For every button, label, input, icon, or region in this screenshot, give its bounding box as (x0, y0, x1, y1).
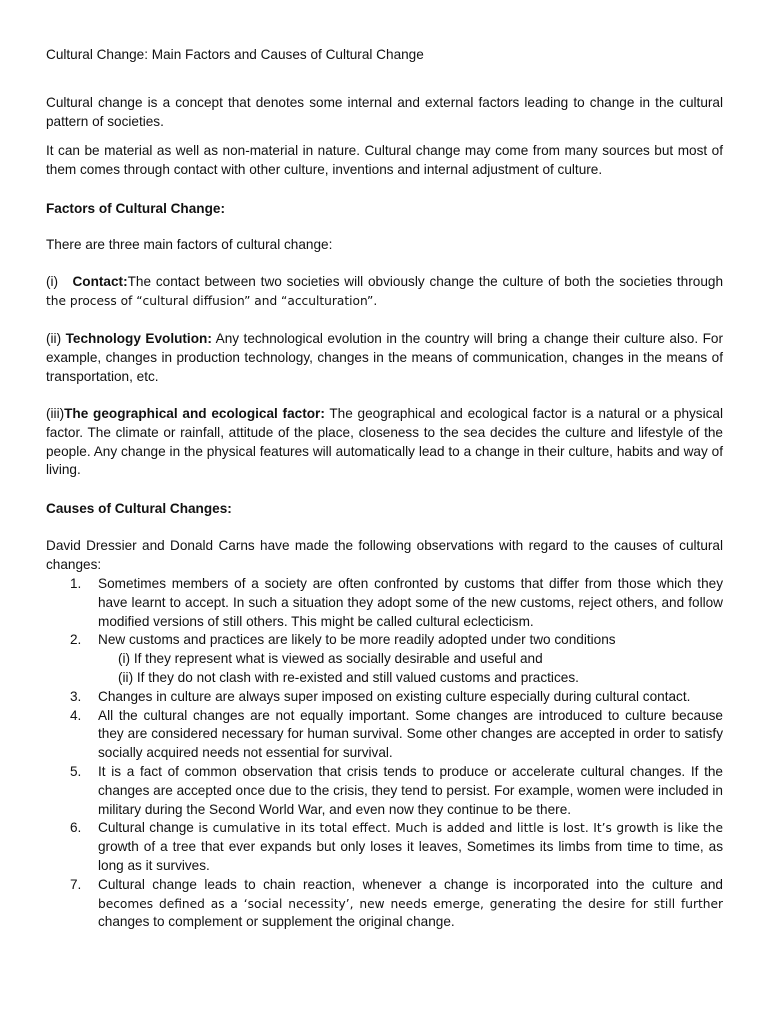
list-item-text-small: becomes defined as a ‘social necessity’, new needs emerge, generating the desire for still further (98, 896, 723, 911)
factor-text: The geographical and ecological factor is a natural or a physical factor. The climate or rainfall, attitude of the place, closeness to the sea decides the culture and lifestyle of the people. Any change in the physical features will automatically lead to a change in their culture, habits and way of living. (46, 406, 724, 478)
list-number: 1. (70, 576, 82, 591)
list-item (46, 707, 723, 763)
list-item-text: Cultural change leads to chain reaction, whenever a change is incorporated into the culture and (98, 876, 723, 892)
list-item-text: Cultural change (98, 820, 194, 836)
list-number: 7. (70, 876, 82, 892)
list-number: 3. (70, 688, 82, 704)
factor-term: Contact: (72, 274, 128, 289)
page-title: Cultural Change: Main Factors and Causes of Cultural Change (46, 47, 424, 62)
list-number: 4. (70, 707, 82, 723)
list-number: 5. (70, 763, 82, 779)
list-item (46, 575, 723, 631)
factor-text: The contact between two societies will obviously change the culture of both the societies through (127, 274, 724, 289)
list-item-text-rest: growth of a tree that ever expands but only loses it leaves, Sometimes its limbs from time to time, as long as it survives. (98, 839, 723, 873)
factor-number: (iii) (46, 406, 65, 421)
factor-number: (i) (46, 274, 59, 289)
list-item-text-small: is cumulative in its total effect. Much is added and little is lost. It’s growth is like the (198, 821, 723, 836)
sub-condition: (i) If they represent what is viewed as socially desirable and useful and (118, 651, 543, 667)
list-item-text: Sometimes members of a society are often confronted by customs that differ from those which they have learnt to accept. In such a situation they adopt some of the new customs, reject others, and follow modified versions of still others. This might be called cultural eclecticism. (98, 576, 723, 629)
list-item-text: New customs and practices are likely to be more readily adopted under two conditions (98, 632, 616, 648)
factor-contact (46, 273, 723, 311)
factor-text: Any technological evolution in the country will bring a change their culture also. For example, changes in production technology, changes in the means of communication, changes in the means of transportation, etc. (46, 331, 724, 384)
factor-geographical (46, 405, 723, 480)
list-number: 2. (70, 632, 82, 648)
list-item-text: Changes in culture are always super imposed on existing culture especially during cultural contact. (98, 688, 691, 704)
list-item (46, 631, 723, 687)
factor-text-continued: the process of “cultural diffusion” and “acculturation”. (46, 293, 378, 308)
factor-number: (ii) (46, 331, 62, 346)
factors-lead: There are three main factors of cultural change: (46, 237, 333, 252)
list-number: 6. (70, 820, 82, 836)
list-item (46, 876, 723, 932)
factors-heading: Factors of Cultural Change: (46, 201, 225, 216)
causes-list (46, 575, 723, 932)
sub-condition: (ii) If they do not clash with re-existed and still valued customs and practices. (118, 669, 579, 685)
list-item (46, 688, 723, 707)
list-item-text: All the cultural changes are not equally important. Some changes are introduced to culture because they are considered necessary for human survival. Some other changes are accepted in order to satisfy socially acquired needs not essential for survival. (98, 707, 723, 761)
factor-term: Technology Evolution: (65, 331, 212, 346)
list-item (46, 763, 723, 819)
intro-paragraph-1: Cultural change is a concept that denotes some internal and external factors leading to change in the cultural pattern of societies. (46, 95, 723, 129)
factor-technology (46, 330, 723, 386)
list-item-text-rest: changes to complement or supplement the original change. (98, 914, 455, 930)
intro-paragraph-2: It can be material as well as non-material in nature. Cultural change may come from many sources but most of them comes through contact with other culture, inventions and internal adjustment of culture. (46, 143, 723, 177)
causes-lead: David Dressier and Donald Carns have made the following observations with regard to the causes of cultural changes: (46, 538, 723, 572)
list-item (46, 819, 723, 875)
causes-heading: Causes of Cultural Changes: (46, 501, 232, 516)
factor-term: The geographical and ecological factor: (64, 406, 325, 421)
list-item-text: It is a fact of common observation that crisis tends to produce or accelerate cultural changes. If the changes are accepted once due to the crisis, they tend to persist. For example, women were included in military during the Second World War, and even now they continue to be there. (98, 763, 723, 817)
